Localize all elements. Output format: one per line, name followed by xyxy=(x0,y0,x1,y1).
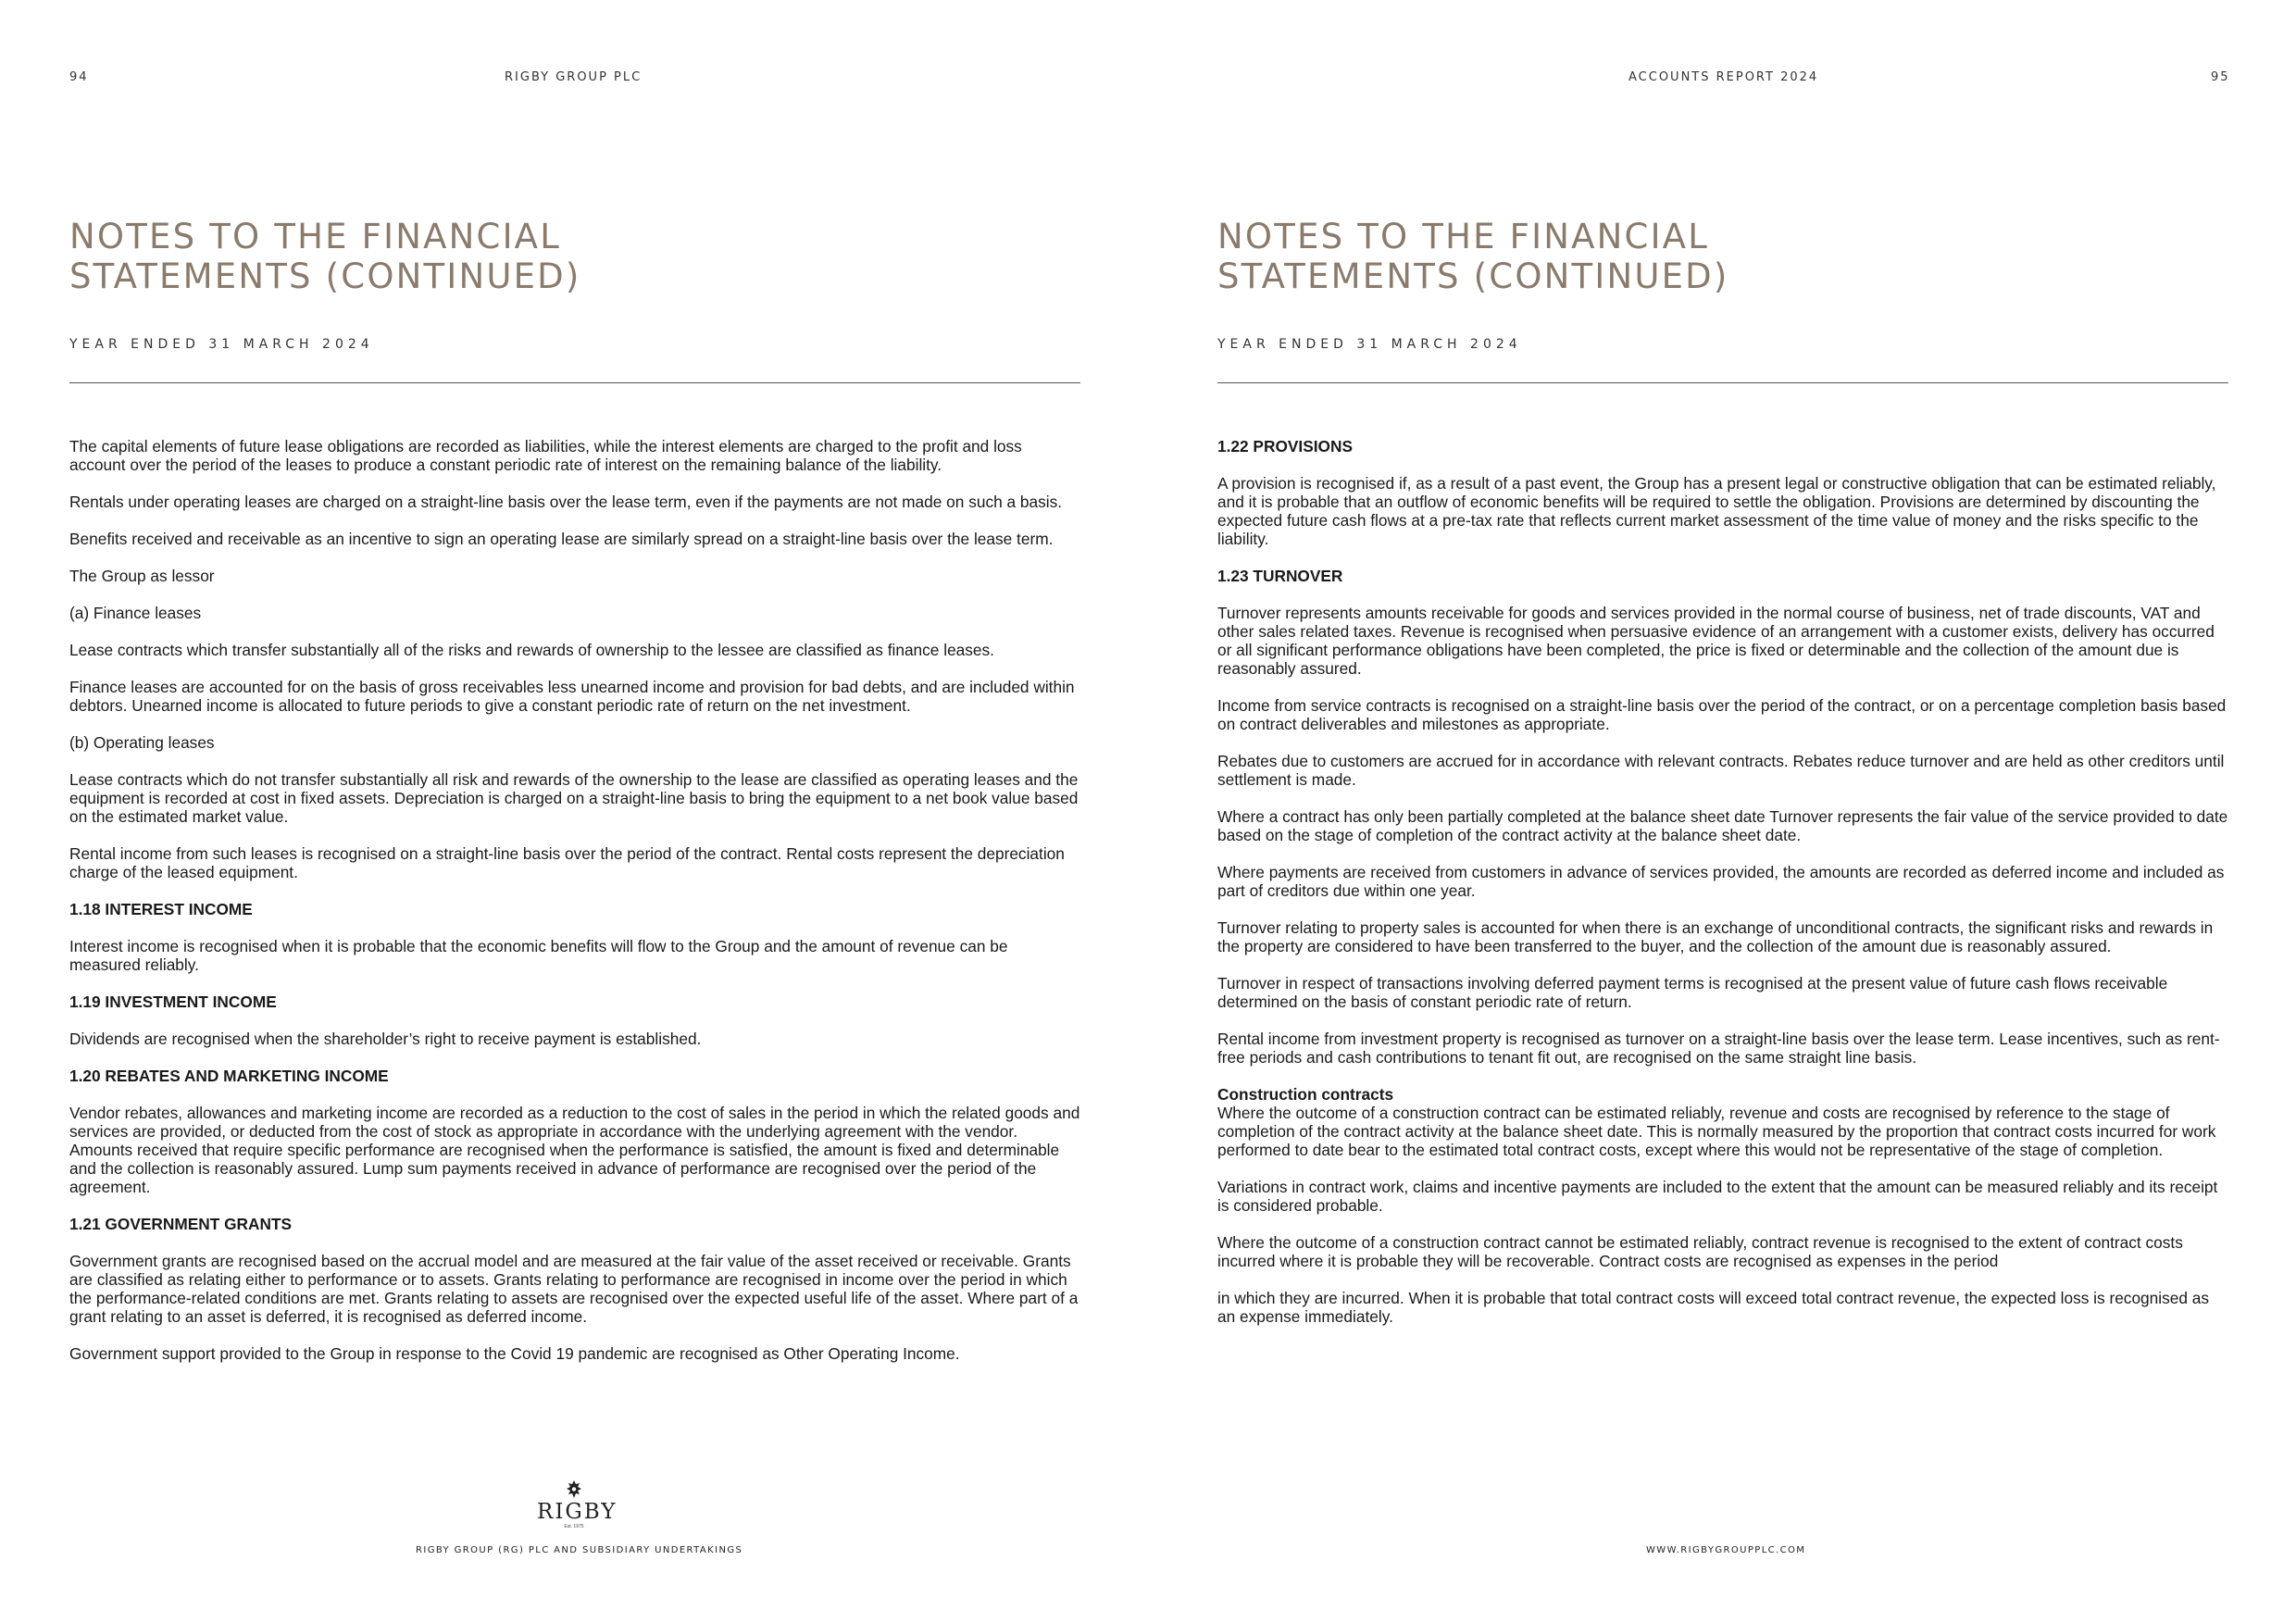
section-heading-government-grants: 1.21 GOVERNMENT GRANTS xyxy=(69,1215,293,1233)
paragraph: Dividends are recognised when the shareholder’s right to receive payment is established. xyxy=(69,1030,702,1048)
paragraph: Income from service contracts is recognised on a straight-line basis over the period of the contract, or on a percentage completion basis based on contract deliverables and milestones as appropriate. xyxy=(1217,696,2227,733)
paragraph: Government support provided to the Group in response to the Covid 19 pandemic are recognised as Other Operating Income. xyxy=(69,1344,960,1363)
divider-right xyxy=(1217,382,2228,383)
section-heading-turnover: 1.23 TURNOVER xyxy=(1217,567,1343,585)
section-heading-interest-income: 1.18 INTEREST INCOME xyxy=(69,900,253,918)
paragraph: Where a contract has only been partially completed at the balance sheet date Turnover represents the fair value of the service provided to date based on the stage of completion of the contract activity at the balance sheet date. xyxy=(1217,807,2228,844)
paragraph: Rentals under operating leases are charged on a straight-line basis over the lease term, even if the payments are not made on such a basis. xyxy=(69,493,1063,511)
rigby-crest-icon xyxy=(564,1479,584,1500)
section-heading-provisions: 1.22 PROVISIONS xyxy=(1217,437,1353,456)
page-subtitle-left: YEAR ENDED 31 MARCH 2024 xyxy=(69,337,374,352)
divider-left xyxy=(69,382,1080,383)
section-heading-investment-income: 1.19 INVESTMENT INCOME xyxy=(69,993,277,1011)
footer-left: RIGBY GROUP (RG) PLC AND SUBSIDIARY UNDERTAKINGS xyxy=(416,1545,743,1555)
paragraph: The Group as lessor xyxy=(69,567,215,585)
paragraph: Turnover relating to property sales is accounted for when there is an exchange of unconditional contracts, the significant risks and rewards in the property are considered to have been transferred to the buyer, and the collection of the amount due is reasonably assured. xyxy=(1217,918,2214,955)
paragraph: (a) Finance leases xyxy=(69,604,202,622)
running-header-right: ACCOUNTS REPORT 2024 xyxy=(1628,70,1819,84)
paragraph: Vendor rebates, allowances and marketing income are recorded as a reduction to the cost of sales in the period in which the related goods and services are provided, or deducted from the cost of stock as appropriate in accordance with the underlying agreement with the vendor. Amounts received that require specific performance are recognised when the performance is satisfied, the amount is fixed and determinable and the collection is reasonably assured. Lump sum payments received in advance of performance are recognised over the period of the agreement. xyxy=(69,1104,1080,1196)
page-number-left: 94 xyxy=(69,70,89,84)
paragraph: in which they are incurred. When it is probable that total contract costs will exceed total contract revenue, the expected loss is recognised as an expense immediately. xyxy=(1217,1289,2210,1326)
page-subtitle-right: YEAR ENDED 31 MARCH 2024 xyxy=(1217,337,1522,352)
paragraph: Variations in contract work, claims and incentive payments are included to the extent that the amount can be measured reliably and its receipt is considered probable. xyxy=(1217,1178,2218,1215)
page-title-line: NOTES TO THE FINANCIAL xyxy=(1217,217,1710,256)
paragraph: Government grants are recognised based on the accrual model and are measured at the fair value of the asset received or receivable. Grants are classified as relating either to performance or to assets. Grants relating to performance are recognised in income over the period in which the performance-related conditions are met. Grants relating to assets are recognised over the expected useful life of the asset. Where part of a grant relating to an asset is deferred, it is recognised as deferred income. xyxy=(69,1252,1079,1326)
paragraph: Lease contracts which do not transfer substantially all risk and rewards of the ownership to the lease are classified as operating leases and the equipment is recorded at cost in fixed assets. Depreciation is charged on a straight-line basis to bring the equipment to a net book value based on the estimated market value. xyxy=(69,770,1079,826)
paragraph: Turnover represents amounts receivable for goods and services provided in the normal course of business, net of trade discounts, VAT and other sales related taxes. Revenue is recognised when persuasive evidence of an arrangement with a customer exists, delivery has occurred or all significant performance obligations have been completed, the price is fixed or determinable and the collection of the amount due is reasonably assured. xyxy=(1217,604,2215,678)
paragraph: Where payments are received from customers in advance of services provided, the amounts are recorded as deferred income and included as part of creditors due within one year. xyxy=(1217,863,2225,900)
paragraph: Where the outcome of a construction contract can be estimated reliably, revenue and costs are recognised by reference to the stage of completion of the contract activity at the balance sheet date. This is normally measured by the proportion that contract costs incurred for work performed to date bear to the estimated total contract costs, except where this would not be representative of the stage of completion. xyxy=(1217,1104,2216,1159)
logo-established: Est. 1975 xyxy=(564,1524,584,1529)
body-text-left xyxy=(69,437,1080,1381)
subheading-construction-contracts: Construction contracts xyxy=(1217,1085,1394,1104)
paragraph: Turnover in respect of transactions involving deferred payment terms is recognised at the present value of future cash flows receivable determined on the basis of constant periodic rate of return. xyxy=(1217,974,2168,1011)
paragraph: A provision is recognised if, as a result of a past event, the Group has a present legal or constructive obligation that can be estimated reliably, and it is probable that an outflow of economic benefits will be required to settle the obligation. Provisions are determined by discounting the expected future cash flows at a pre-tax rate that reflects current market assessment of the time value of money and the risks specific to the liability. xyxy=(1217,474,2216,548)
footer-right: WWW.RIGBYGROUPPLC.COM xyxy=(1646,1545,1806,1555)
paragraph: Rental income from such leases is recognised on a straight-line basis over the period of the contract. Rental costs represent the depreciation charge of the leased equipment. xyxy=(69,844,1065,881)
rigby-logo xyxy=(537,1479,618,1529)
section-heading-rebates-income: 1.20 REBATES AND MARKETING INCOME xyxy=(69,1067,389,1085)
paragraph: Rental income from investment property is recognised as turnover on a straight-line basis over the lease term. Lease incentives, such as rent-free periods and cash contributions to tenant fit out, are recognised on the same straight line basis. xyxy=(1217,1030,2220,1067)
paragraph: Rebates due to customers are accrued for in accordance with relevant contracts. Rebates reduce turnover and are held as other creditors until settlement is made. xyxy=(1217,752,2225,789)
page-title-line: STATEMENTS (CONTINUED) xyxy=(1217,256,1729,296)
paragraph: Finance leases are accounted for on the basis of gross receivables less unearned income and provision for bad debts, and are included within debtors. Unearned income is allocated to future periods to give a constant periodic rate of return on the net investment. xyxy=(69,678,1075,715)
paragraph: The capital elements of future lease obligations are recorded as liabilities, while the interest elements are charged to the profit and loss account over the period of the leases to produce a constant periodic rate of interest on the remaining balance of the liability. xyxy=(69,437,1022,474)
running-header-left: RIGBY GROUP PLC xyxy=(505,70,643,84)
page-title-left xyxy=(69,217,581,296)
paragraph: Interest income is recognised when it is probable that the economic benefits will flow to the Group and the amount of revenue can be measured reliably. xyxy=(69,937,1008,974)
right-page xyxy=(1148,0,2296,1623)
paragraph: Where the outcome of a construction contract cannot be estimated reliably, contract revenue is recognised to the extent of contract costs incurred where it is probable they will be recoverable. Contract costs are recognised as expenses in the period xyxy=(1217,1233,2183,1270)
paragraph: Benefits received and receivable as an incentive to sign an operating lease are similarly spread on a straight-line basis over the lease term. xyxy=(69,530,1054,548)
page-number-right: 95 xyxy=(2211,70,2230,84)
page-title-line: NOTES TO THE FINANCIAL xyxy=(69,217,562,256)
logo-wordmark: RIGBY xyxy=(537,1500,618,1524)
paragraph: (b) Operating leases xyxy=(69,733,215,752)
paragraph: Lease contracts which transfer substantially all of the risks and rewards of ownership to the lessee are classified as finance leases. xyxy=(69,641,994,659)
page-title-right xyxy=(1217,217,1729,296)
page-title-line: STATEMENTS (CONTINUED) xyxy=(69,256,581,296)
body-text-right xyxy=(1217,437,2228,1344)
